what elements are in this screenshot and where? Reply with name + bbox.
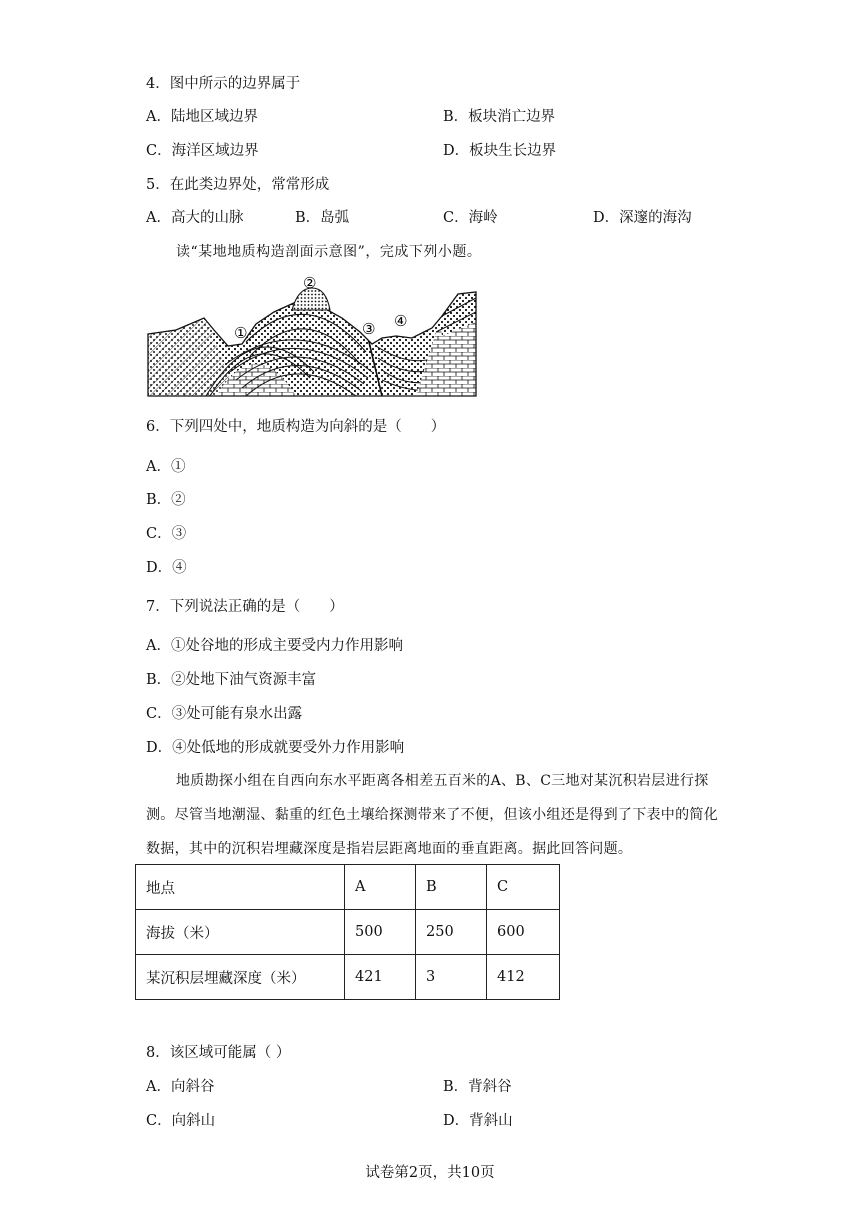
- q4-option-d: D．板块生长边界: [443, 143, 557, 159]
- intro-table-paragraph: 地质勘探小组在自西向东水平距离各相差五百米的A、B、C三地对某沉积岩层进行探测。尽管当地潮湿、黏重的红色土壤给探测带来了不便，但该小组还是得到了下表中的简化数据，其中的沉积岩埋藏深度是指岩层距离地面的垂直距离。据此回答问题。: [146, 773, 718, 857]
- page-footer: 试卷第2页，共10页: [365, 1165, 495, 1181]
- table-row: [136, 865, 560, 910]
- table-cell: 500: [345, 910, 416, 955]
- geologic-cross-section-figure: [146, 272, 480, 400]
- table-cell: B: [416, 865, 487, 910]
- q6-stem: 6．下列四处中，地质构造为向斜的是（ ）: [146, 419, 446, 435]
- q8-stem: 8．该区域可能属（ ）: [146, 1045, 291, 1061]
- table-cell: 地点: [136, 865, 345, 910]
- table-row: [136, 910, 560, 955]
- table-cell: A: [345, 865, 416, 910]
- q5-option-c: C．海岭: [443, 210, 498, 226]
- q4-option-a: A．陆地区域边界: [146, 109, 258, 125]
- q4-option-b: B．板块消亡边界: [443, 109, 556, 125]
- q6-option-a: A．①: [146, 459, 186, 475]
- q8-option-c: C．向斜山: [146, 1113, 216, 1129]
- q5-option-a: A．高大的山脉: [146, 210, 244, 226]
- q6-option-d: D．④: [146, 560, 187, 576]
- q7-option-c: C．③处可能有泉水出露: [146, 706, 303, 722]
- table-cell: C: [487, 865, 560, 910]
- q5-option-b: B．岛弧: [295, 210, 350, 226]
- q8-option-d: D．背斜山: [443, 1113, 513, 1129]
- table-cell: 421: [345, 955, 416, 1000]
- q7-option-a: A．①处谷地的形成主要受内力作用影响: [146, 638, 403, 654]
- table-cell: 海拔（米）: [136, 910, 345, 955]
- q5-option-d: D．深邃的海沟: [593, 210, 692, 226]
- q6-option-c: C．③: [146, 526, 187, 542]
- intro-figure: 读“某地地质构造剖面示意图”，完成下列小题。: [176, 244, 482, 260]
- survey-data-table: [135, 864, 560, 1000]
- q6-option-b: B．②: [146, 492, 186, 508]
- figure-label-4: ④: [394, 312, 408, 330]
- table-cell: 412: [487, 955, 560, 1000]
- q4-option-c: C．海洋区域边界: [146, 143, 259, 159]
- q7-option-d: D．④处低地的形成就要受外力作用影响: [146, 740, 405, 756]
- q4-stem: 4．图中所示的边界属于: [146, 76, 301, 92]
- q8-option-b: B．背斜谷: [443, 1079, 512, 1095]
- table-cell: 250: [416, 910, 487, 955]
- figure-label-3: ③: [362, 320, 376, 338]
- table-cell: 某沉积层埋藏深度（米）: [136, 955, 345, 1000]
- q5-stem: 5．在此类边界处，常常形成: [146, 177, 330, 193]
- q7-stem: 7．下列说法正确的是（ ）: [146, 599, 344, 615]
- figure-label-1: ①: [234, 324, 248, 342]
- table-cell: 600: [487, 910, 560, 955]
- q8-option-a: A．向斜谷: [146, 1079, 215, 1095]
- table-row: [136, 955, 560, 1000]
- q7-option-b: B．②处地下油气资源丰富: [146, 672, 317, 688]
- figure-label-2: ②: [303, 274, 317, 292]
- table-cell: 3: [416, 955, 487, 1000]
